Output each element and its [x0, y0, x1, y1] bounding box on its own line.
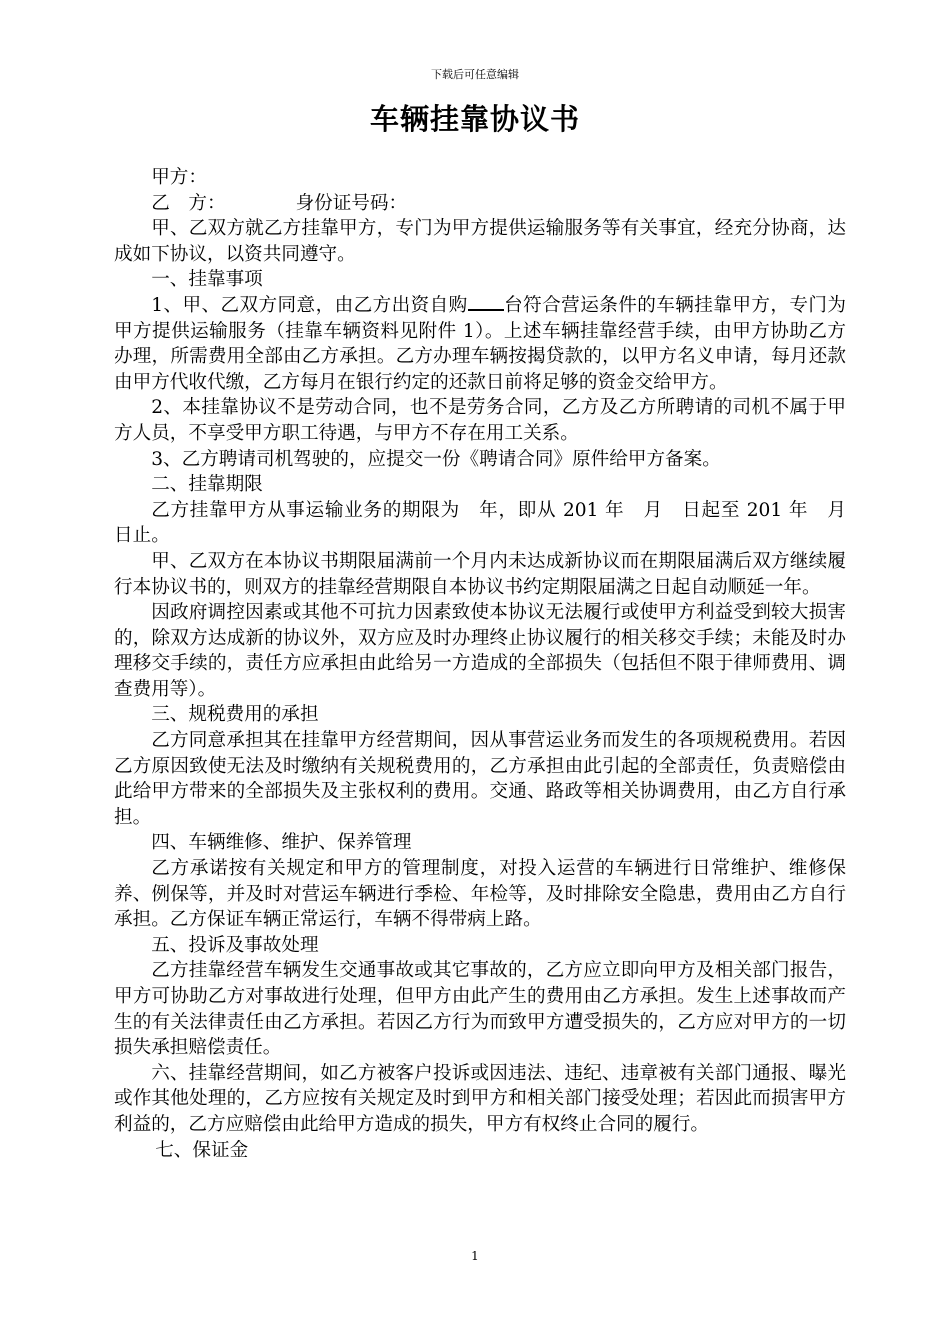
- party-a-line: 甲方：: [151, 167, 207, 188]
- section-1-paragraph-3: 3、乙方聘请司机驾驶的，应提交一份《聘请合同》原件给甲方备案。: [151, 448, 721, 470]
- section-1-paragraph-2: 2、本挂靠协议不是劳动合同，也不是劳务合同，乙方及乙方所聘请的司机不属于甲方人员，不享受甲方职工待遇，与甲方不存在用工关系。: [114, 397, 846, 444]
- section-heading-5: 五、投诉及事故处理: [151, 934, 319, 956]
- section-2-paragraph-3: 因政府调控因素或其他不可抗力因素致使本协议无法履行或使甲方利益受到较大损害的，除双方达成新的协议外，双方应及时办理终止协议履行的相关移交手续；未能及时办理移交手续的，责任方应承担由此给另一方造成的全部损失（包括但不限于律师费用、调查费用等）。: [114, 602, 846, 700]
- header-note: 下载后可任意编辑: [431, 68, 519, 81]
- page-number: 1: [471, 1249, 479, 1263]
- section-4-paragraph-1: 乙方承诺按有关规定和甲方的管理制度，对投入运营的车辆进行日常维护、维修保养、例保等，并及时对营运车辆进行季检、年检等，及时排除安全隐患，费用由乙方自行承担。乙方保证车辆正常运行，车辆不得带病上路。: [114, 858, 846, 931]
- section-heading-2: 二、挂靠期限: [151, 474, 263, 496]
- section-6-paragraph-1: 六、挂靠经营期间，如乙方被客户投诉或因违法、违纪、违章被有关部门通报、曝光或作其他处理的，乙方应按有关规定及时到甲方和相关部门接受处理；若因此而损害甲方利益的，乙方应赔偿由此给甲方造成的损失，甲方有权终止合同的履行。: [114, 1062, 846, 1135]
- section-heading-7: 七、保证金: [155, 1139, 249, 1161]
- section-3-paragraph-1: 乙方同意承担其在挂靠甲方经营期间，因从事营运业务而发生的各项规税费用。若因乙方原因致使无法及时缴纳有关规税费用的，乙方承担由此引起的全部责任，负责赔偿由此给甲方带来的全部损失及主张权利的费用。交通、路政等相关协调费用，由乙方自行承担。: [114, 730, 846, 828]
- party-b-line: [114, 191, 846, 217]
- document-body: [114, 165, 865, 1163]
- section-1-paragraph-1: 1、甲、乙双方同意，由乙方出资自购 台符合营运条件的车辆挂靠甲方，专门为甲方提供运输服务（挂靠车辆资料见附件 1）。上述车辆挂靠经营手续，由甲方协助乙方办理，所需费用全部由乙方承担。乙方办理车辆按揭贷款的，以甲方名义申请，每月还款由甲方代收代缴，乙方每月在银行约定的还款日前将足够的资金交给甲方。: [114, 294, 846, 393]
- section-2-paragraph-2: 甲、乙双方在本协议书期限届满前一个月内未达成新协议而在期限届满后双方继续履行本协议书的，则双方的挂靠经营期限自本协议书约定期限届满之日起自动顺延一年。: [114, 550, 846, 598]
- section-5-paragraph-1: 乙方挂靠经营车辆发生交通事故或其它事故的，乙方应立即向甲方及相关部门报告，甲方可协助乙方对事故进行处理，但甲方由此产生的费用由乙方承担。发生上述事故而产生的有关法律责任由乙方承担。若因乙方行为而致甲方遭受损失的，乙方应对甲方的一切损失承担赔偿责任。: [114, 960, 846, 1059]
- party-b-id-label: 身份证号码：: [295, 192, 408, 214]
- document-title: 车辆挂靠协议书: [369, 102, 580, 136]
- section-heading-3: 三、规税费用的承担: [151, 704, 319, 726]
- intro-paragraph: 甲、乙双方就乙方挂靠甲方，专门为甲方提供运输服务等有关事宜，经充分协商，达成如下协议，以资共同遵守。: [114, 218, 846, 265]
- section-heading-4: 四、车辆维修、维护、保养管理: [151, 832, 412, 854]
- section-2-paragraph-1: 乙方挂靠甲方从事运输业务的期限为 年，即从 201 年 月 日起至 201 年 月 日止。: [114, 499, 865, 547]
- party-b-label: 乙 方：: [151, 192, 226, 214]
- vehicle-count-blank[interactable]: [468, 309, 504, 311]
- section-heading-1: 一、挂靠事项: [151, 269, 263, 291]
